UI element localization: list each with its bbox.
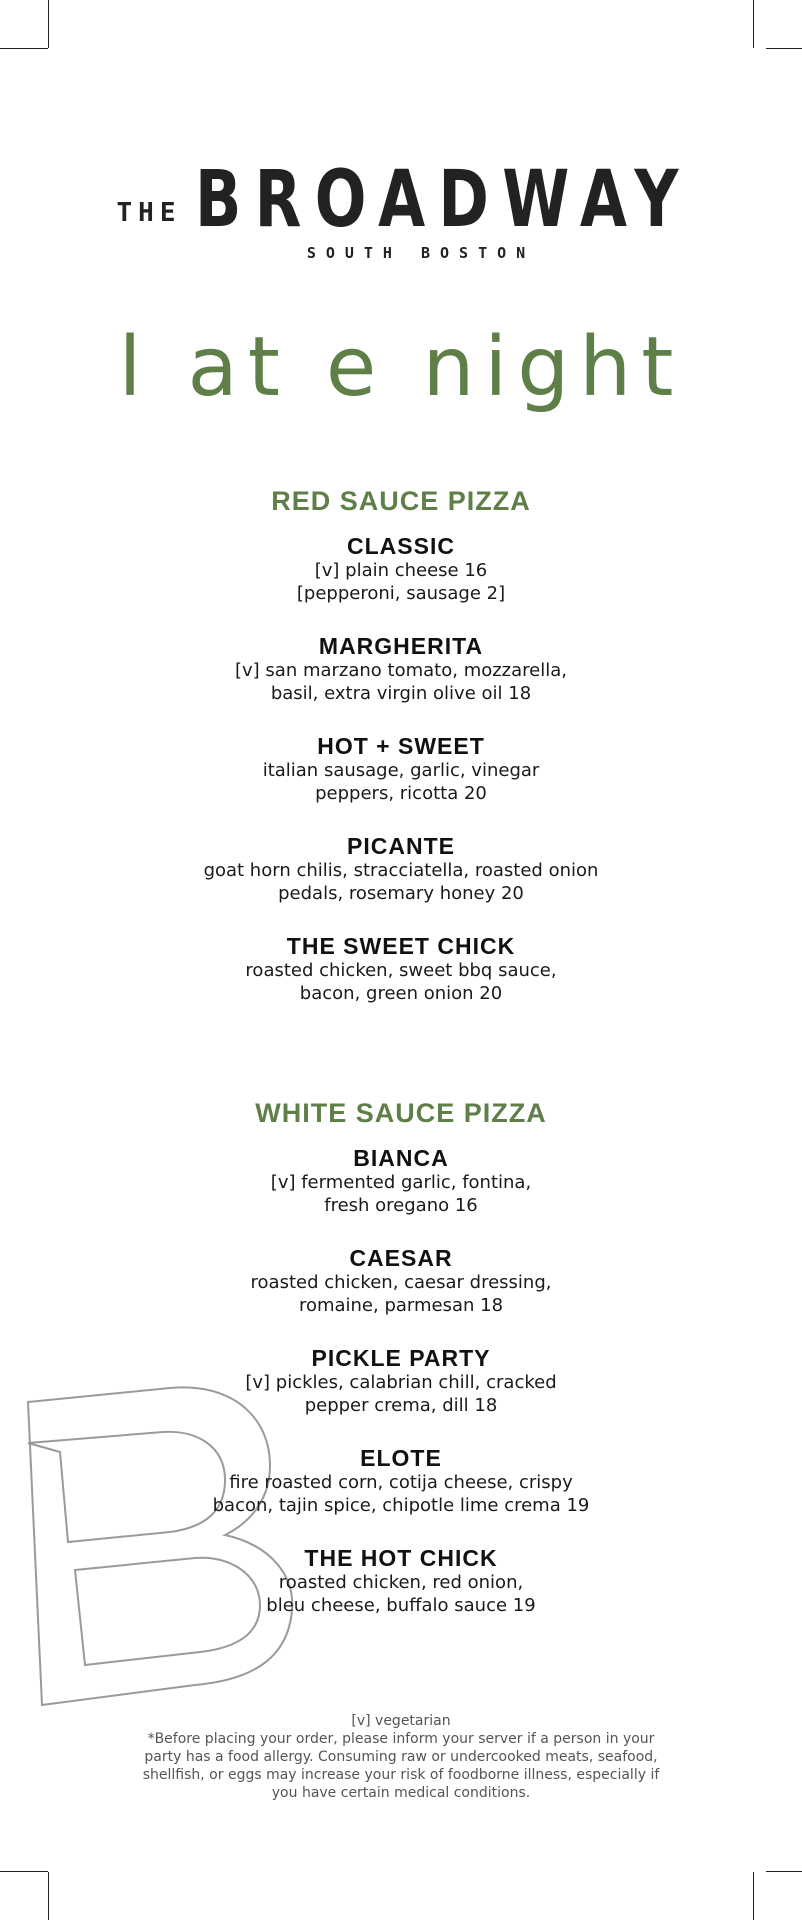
item-description: roasted chicken, red onion, [278,1572,524,1593]
menu-item [0,833,802,905]
crop-mark [0,48,48,49]
item-name: PICANTE [347,833,455,859]
item-description: [v] san marzano tomato, mozzarella, [235,660,567,681]
item-description: bleu cheese, buffalo sauce 19 [266,1595,536,1616]
item-description: [v] pickles, calabrian chill, cracked [245,1372,557,1393]
item-description: basil, extra virgin olive oil 18 [270,683,532,704]
crop-mark [48,1872,49,1920]
item-description: pepper crema, dill 18 [304,1395,498,1416]
menu-item [0,1345,802,1417]
menu-item [0,633,802,705]
crop-mark [766,48,802,49]
item-name: CAESAR [349,1245,453,1271]
crop-mark [0,1871,48,1872]
item-description: goat horn chilis, stracciatella, roasted onion [203,860,599,881]
crop-mark [766,1871,802,1872]
crop-mark [48,0,49,48]
item-description: italian sausage, garlic, vinegar [262,760,540,781]
menu-item [0,733,802,805]
item-description: [v] plain cheese 16 [314,560,488,581]
crop-mark [753,1872,754,1920]
menu-title: l at e night [118,320,684,415]
item-name: MARGHERITA [318,633,484,659]
item-description: peppers, ricotta 20 [315,783,487,804]
item-name: CLASSIC [347,533,455,559]
menu-item [0,1445,802,1517]
section-title: WHITE SAUCE PIZZA [255,1098,547,1128]
white-sauce-section [0,1098,802,1645]
item-description: roasted chicken, caesar dressing, [250,1272,552,1293]
disclaimer-line: *Before placing your order, please inform your server if a person in your [147,1731,655,1747]
red-sauce-section [0,486,802,1033]
menu-item [0,933,802,1005]
item-description: fresh oregano 16 [324,1195,478,1216]
item-name: THE SWEET CHICK [286,933,516,959]
item-name: ELOTE [360,1445,442,1471]
item-description: romaine, parmesan 18 [298,1295,504,1316]
disclaimer-line: party has a food allergy. Consuming raw or undercooked meats, seafood, [144,1749,658,1765]
logo-the: THE [116,198,182,228]
menu-item [0,1145,802,1217]
item-description: fire roasted corn, cotija cheese, crispy [229,1472,573,1493]
menu-item [0,1545,802,1617]
disclaimer-line: you have certain medical conditions. [271,1785,531,1801]
brand-logo [0,155,802,262]
section-title: RED SAUCE PIZZA [271,486,531,516]
crop-mark [753,0,754,48]
vegetarian-legend: [v] vegetarian [351,1713,451,1729]
item-description: bacon, tajin spice, chipotle lime crema 19 [212,1495,590,1516]
item-description: [v] fermented garlic, fontina, [270,1172,532,1193]
item-name: BIANCA [353,1145,449,1171]
menu-item [0,533,802,605]
logo-location: SOUTH BOSTON [306,244,536,262]
logo-name: BROADWAY [195,155,693,245]
item-description: bacon, green onion 20 [299,983,503,1004]
disclaimer-line: shellfish, or eggs may increase your risk of foodborne illness, especially if [142,1767,660,1783]
item-name: THE HOT CHICK [304,1545,498,1571]
allergy-disclaimer [120,1712,682,1802]
item-description: pedals, rosemary honey 20 [278,883,524,904]
item-name: PICKLE PARTY [311,1345,491,1371]
item-description: roasted chicken, sweet bbq sauce, [245,960,557,981]
item-name: HOT + SWEET [317,733,485,759]
menu-item [0,1245,802,1317]
item-description: [pepperoni, sausage 2] [296,583,506,604]
